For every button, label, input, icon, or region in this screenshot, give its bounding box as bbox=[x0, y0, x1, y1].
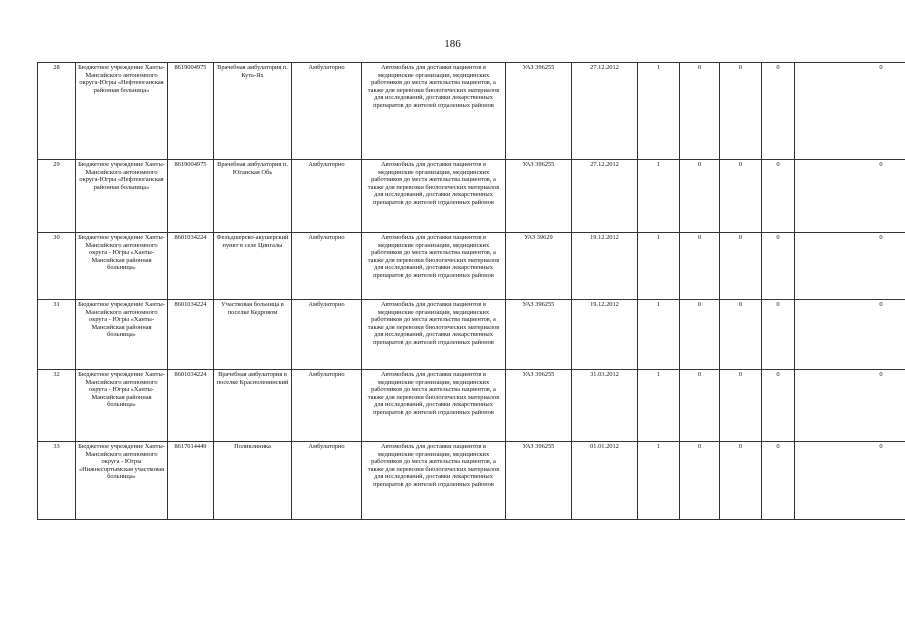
vehicle-quantity: 1 bbox=[638, 63, 680, 160]
subdivision-name: Врачебная амбулатория п. Куть-Ях bbox=[214, 63, 292, 160]
value-col-4: 0 bbox=[795, 300, 905, 370]
row-number: 28 bbox=[38, 63, 76, 160]
care-type: Амбулаторно bbox=[292, 63, 362, 160]
vehicle-purpose: Автомобиль для доставки пациентов в медицинские организации, медицинских работников до места жительства пациентов, а также для перевозки биологических материалов для исследований, доставки лекарственных препаратов до жителей отдаленных районов bbox=[362, 233, 506, 300]
vehicle-quantity: 1 bbox=[638, 160, 680, 233]
value-col-1: 0 bbox=[680, 300, 720, 370]
care-type: Амбулаторно bbox=[292, 300, 362, 370]
table-row bbox=[38, 233, 905, 300]
subdivision-name: Поликлиника bbox=[214, 442, 292, 520]
vehicle-quantity: 1 bbox=[638, 442, 680, 520]
row-number: 30 bbox=[38, 233, 76, 300]
inn-code: 8619004975 bbox=[168, 160, 214, 233]
vehicle-quantity: 1 bbox=[638, 370, 680, 442]
acquisition-date: 01.01.2012 bbox=[572, 442, 638, 520]
care-type: Амбулаторно bbox=[292, 442, 362, 520]
row-number: 29 bbox=[38, 160, 76, 233]
value-col-2: 0 bbox=[720, 442, 762, 520]
vehicle-purpose: Автомобиль для доставки пациентов в медицинские организации, медицинских работников до места жительства пациентов, а также для перевозки биологических материалов для исследований, доставки лекарственных препаратов до жителей отдаленных районов bbox=[362, 442, 506, 520]
value-col-4: 0 bbox=[795, 233, 905, 300]
value-col-1: 0 bbox=[680, 370, 720, 442]
subdivision-name: Фельдшерско-акушерский пункт в селе Цингалы bbox=[214, 233, 292, 300]
value-col-3: 0 bbox=[762, 442, 795, 520]
value-col-4: 0 bbox=[795, 63, 905, 160]
vehicle-model: УАЗ 396255 bbox=[506, 442, 572, 520]
subdivision-name: Врачебная амбулатория п. Юганская Обь bbox=[214, 160, 292, 233]
vehicle-purpose: Автомобиль для доставки пациентов в медицинские организации, медицинских работников до места жительства пациентов, а также для перевозки биологических материалов для исследований, доставки лекарственных препаратов до жителей отдаленных районов bbox=[362, 300, 506, 370]
value-col-2: 0 bbox=[720, 370, 762, 442]
vehicle-model: УАЗ 396255 bbox=[506, 63, 572, 160]
vehicle-model: УАЗ 396255 bbox=[506, 300, 572, 370]
vehicle-model: УАЗ 396255 bbox=[506, 370, 572, 442]
row-number: 31 bbox=[38, 300, 76, 370]
subdivision-name: Врачебная амбулатория в поселке Красноленинский bbox=[214, 370, 292, 442]
subdivision-name: Участковая больница в поселке Кедровом bbox=[214, 300, 292, 370]
acquisition-date: 19.12.2012 bbox=[572, 233, 638, 300]
vehicle-quantity: 1 bbox=[638, 233, 680, 300]
vehicle-model: УАЗ 396255 bbox=[506, 160, 572, 233]
value-col-3: 0 bbox=[762, 63, 795, 160]
value-col-4: 0 bbox=[795, 370, 905, 442]
value-col-2: 0 bbox=[720, 233, 762, 300]
value-col-2: 0 bbox=[720, 300, 762, 370]
value-col-3: 0 bbox=[762, 233, 795, 300]
care-type: Амбулаторно bbox=[292, 233, 362, 300]
value-col-2: 0 bbox=[720, 63, 762, 160]
vehicle-purpose: Автомобиль для доставки пациентов в медицинские организации, медицинских работников до места жительства пациентов, а также для перевозки биологических материалов для исследований, доставки лекарственных препаратов до жителей отдаленных районов bbox=[362, 370, 506, 442]
care-type: Амбулаторно bbox=[292, 370, 362, 442]
value-col-1: 0 bbox=[680, 160, 720, 233]
acquisition-date: 19.12.2012 bbox=[572, 300, 638, 370]
value-col-3: 0 bbox=[762, 300, 795, 370]
vehicle-model: УАЗ 39629 bbox=[506, 233, 572, 300]
vehicle-purpose: Автомобиль для доставки пациентов в медицинские организации, медицинских работников до места жительства пациентов, а также для перевозки биологических материалов для исследований, доставки лекарственных препаратов до жителей отдаленных районов bbox=[362, 160, 506, 233]
value-col-4: 0 bbox=[795, 160, 905, 233]
acquisition-date: 27.12.2012 bbox=[572, 160, 638, 233]
value-col-1: 0 bbox=[680, 233, 720, 300]
value-col-1: 0 bbox=[680, 63, 720, 160]
value-col-2: 0 bbox=[720, 160, 762, 233]
value-col-1: 0 bbox=[680, 442, 720, 520]
inn-code: 8617014449 bbox=[168, 442, 214, 520]
page-number: 186 bbox=[444, 38, 461, 50]
row-number: 33 bbox=[38, 442, 76, 520]
care-type: Амбулаторно bbox=[292, 160, 362, 233]
inn-code: 8619004975 bbox=[168, 63, 214, 160]
vehicle-registry-table bbox=[37, 62, 905, 520]
table-row bbox=[38, 160, 905, 233]
table-row bbox=[38, 370, 905, 442]
table-row bbox=[38, 300, 905, 370]
value-col-3: 0 bbox=[762, 370, 795, 442]
organization-name: Бюджетное учреждение Ханты-Мансийского автономного округа-Югры «Нефтеюганская районная больница» bbox=[76, 63, 168, 160]
inn-code: 8601034224 bbox=[168, 370, 214, 442]
vehicle-quantity: 1 bbox=[638, 300, 680, 370]
value-col-3: 0 bbox=[762, 160, 795, 233]
organization-name: Бюджетное учреждение Ханты-Мансийского автономного округа - Югры «Нижнесортымская участковая больница» bbox=[76, 442, 168, 520]
inn-code: 8601034224 bbox=[168, 300, 214, 370]
acquisition-date: 31.03.2012 bbox=[572, 370, 638, 442]
inn-code: 8601034224 bbox=[168, 233, 214, 300]
organization-name: Бюджетное учреждение Ханты-Мансийского автономного округа-Югры «Нефтеюганская районная больница» bbox=[76, 160, 168, 233]
vehicle-purpose: Автомобиль для доставки пациентов в медицинские организации, медицинских работников до места жительства пациентов, а также для перевозки биологических материалов для исследований, доставки лекарственных препаратов до жителей отдаленных районов bbox=[362, 63, 506, 160]
organization-name: Бюджетное учреждение Ханты-Мансийского автономного округа - Югры «Ханты-Мансийская районная больница» bbox=[76, 370, 168, 442]
acquisition-date: 27.12.2012 bbox=[572, 63, 638, 160]
organization-name: Бюджетное учреждение Ханты-Мансийского автономного округа - Югры «Ханты-Мансийская районная больница» bbox=[76, 300, 168, 370]
value-col-4: 0 bbox=[795, 442, 905, 520]
table-row bbox=[38, 442, 905, 520]
table-row bbox=[38, 63, 905, 160]
row-number: 32 bbox=[38, 370, 76, 442]
organization-name: Бюджетное учреждение Ханты-Мансийского автономного округа - Югры «Ханты-Мансийская районная больница» bbox=[76, 233, 168, 300]
